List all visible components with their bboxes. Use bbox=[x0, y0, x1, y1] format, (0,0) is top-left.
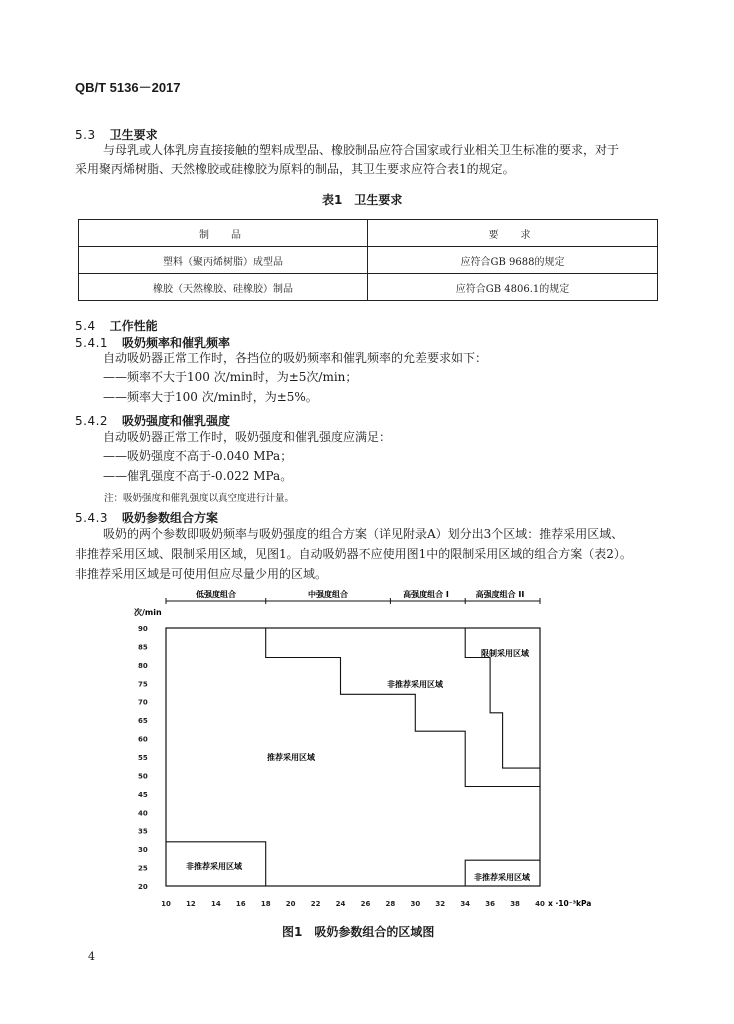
section-title: 卫生要求 bbox=[109, 128, 158, 142]
region-label-nonrecommended: 非推荐采用区域 bbox=[186, 862, 242, 871]
x-tick-label: 18 bbox=[260, 900, 271, 908]
x-axis-label: x ·10⁻³kPa bbox=[548, 899, 592, 908]
x-tick-label: 30 bbox=[410, 900, 421, 908]
x-tick-label: 22 bbox=[310, 900, 321, 908]
table-cell: 应符合GB 4806.1的规定 bbox=[368, 274, 658, 301]
y-tick-label: 55 bbox=[138, 754, 148, 762]
x-tick-label: 16 bbox=[235, 900, 246, 908]
group-label: 高强度组合 I bbox=[403, 590, 449, 599]
x-tick-label: 28 bbox=[385, 900, 396, 908]
y-tick-label: 30 bbox=[138, 846, 148, 855]
table-caption: 表1 卫生要求 bbox=[322, 193, 403, 207]
note: 注：吸奶强度和催乳强度以真空度进行计量。 bbox=[104, 493, 295, 504]
region-label-recommended: 推荐采用区域 bbox=[267, 753, 315, 762]
y-tick-label: 75 bbox=[138, 680, 148, 689]
table-cell: 塑料（聚丙烯树脂）成型品 bbox=[79, 247, 368, 274]
group-label: 中强度组合 bbox=[308, 590, 348, 599]
y-tick-label: 80 bbox=[138, 661, 148, 670]
table-header-cell: 制 品 bbox=[79, 220, 368, 247]
x-tick-label: 32 bbox=[435, 900, 446, 908]
paragraph-line: 吸奶的两个参数即吸奶频率与吸奶强度的组合方案（详见附录A）划分出3个区域：推荐采用区域、 bbox=[103, 527, 624, 541]
section-number: 5.3 bbox=[75, 128, 96, 142]
paragraph-line: 采用聚丙烯树脂、天然橡胶或硅橡胶为原料的制品，其卫生要求应符合表1的规定。 bbox=[75, 162, 515, 176]
table-header-cell: 要 求 bbox=[368, 220, 658, 247]
x-tick-label: 34 bbox=[460, 900, 471, 908]
y-tick-label: 40 bbox=[138, 809, 148, 818]
plot-frame bbox=[166, 628, 540, 886]
y-tick-label: 60 bbox=[138, 735, 148, 744]
region-label-nonrecommended: 非推荐采用区域 bbox=[474, 873, 530, 882]
table-cell: 应符合GB 9688的规定 bbox=[368, 247, 658, 274]
group-label: 高强度组合 II bbox=[475, 590, 525, 599]
section-title: 吸奶参数组合方案 bbox=[122, 511, 219, 525]
section-number: 5.4.3 bbox=[75, 511, 109, 525]
section-number: 5.4 bbox=[75, 319, 96, 333]
section-title: 吸奶频率和催乳频率 bbox=[122, 336, 231, 350]
y-tick-label: 45 bbox=[138, 790, 148, 799]
section-number: 5.4.1 bbox=[75, 336, 109, 350]
table-cell: 橡胶（天然橡胶、硅橡胶）制品 bbox=[79, 274, 368, 301]
x-tick-label: 38 bbox=[510, 900, 520, 908]
x-tick-label: 26 bbox=[360, 900, 371, 908]
paragraph-line: 自动吸奶器正常工作时，吸奶强度和催乳强度应满足： bbox=[103, 430, 392, 444]
y-tick-label: 65 bbox=[138, 717, 148, 726]
y-tick-label: 50 bbox=[138, 772, 148, 781]
x-tick-label: 40 bbox=[535, 900, 545, 908]
paragraph-line: 自动吸奶器正常工作时，各挡位的吸奶频率和催乳频率的允差要求如下： bbox=[103, 351, 488, 365]
list-item: ——频率不大于100 次/min时，为±5次/min； bbox=[103, 370, 358, 384]
x-tick-label: 14 bbox=[210, 900, 221, 908]
x-tick-label: 36 bbox=[485, 900, 496, 908]
x-tick-label: 10 bbox=[161, 900, 171, 908]
section-number: 5.4.2 bbox=[75, 414, 109, 428]
y-tick-label: 35 bbox=[138, 827, 148, 836]
y-tick-label: 70 bbox=[138, 698, 148, 707]
list-item: ——催乳强度不高于-0.022 MPa。 bbox=[103, 469, 293, 483]
y-tick-label: 85 bbox=[138, 643, 148, 652]
y-tick-label: 25 bbox=[138, 864, 148, 873]
section-title: 吸奶强度和催乳强度 bbox=[122, 414, 231, 428]
x-tick-label: 24 bbox=[335, 900, 346, 908]
figure-caption: 图1 吸奶参数组合的区域图 bbox=[282, 925, 435, 939]
region-label-restricted: 限制采用区域 bbox=[481, 649, 529, 658]
paragraph-line: 与母乳或人体乳房直接接触的塑料成型品、橡胶制品应符合国家或行业相关卫生标准的要求，对于 bbox=[103, 143, 620, 157]
x-tick-label: 20 bbox=[285, 900, 296, 908]
x-tick-label: 12 bbox=[186, 900, 196, 908]
list-item: ——吸奶强度不高于-0.040 MPa； bbox=[103, 449, 293, 463]
section-title: 工作性能 bbox=[109, 319, 158, 333]
y-axis-label: 次/min bbox=[134, 608, 162, 617]
y-tick-label: 20 bbox=[138, 883, 148, 891]
group-label: 低强度组合 bbox=[196, 590, 236, 599]
paragraph-line: 非推荐采用区域、限制采用区域，见图1。自动吸奶器不应使用图1中的限制采用区域的组合方案（表2）。 bbox=[75, 547, 632, 561]
page-number: 4 bbox=[88, 950, 95, 963]
standard-code: QB/T 5136－2017 bbox=[75, 80, 181, 95]
list-item: ——频率大于100 次/min时，为±5%。 bbox=[103, 390, 318, 404]
paragraph-line: 非推荐采用区域是可使用但应尽量少用的区域。 bbox=[75, 567, 328, 581]
region-label-nonrecommended: 非推荐采用区域 bbox=[387, 680, 443, 689]
y-tick-label: 90 bbox=[138, 625, 148, 633]
